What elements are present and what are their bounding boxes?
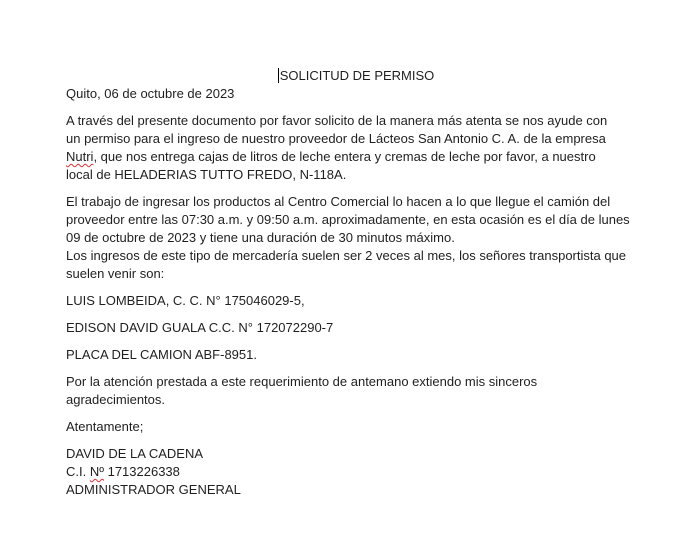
- document-title: SOLICITUD DE PERMISO: [279, 68, 435, 83]
- salutation: Atentamente;: [66, 419, 144, 434]
- signature-role: ADMINISTRADOR GENERAL: [66, 482, 241, 497]
- transporter-1: LUIS LOMBEIDA, C. C. N° 175046029-5,: [66, 293, 305, 308]
- transporter-2: EDISON DAVID GUALA C.C. N° 172072290-7: [66, 320, 334, 335]
- spelling-flagged-word[interactable]: Nutri: [66, 149, 94, 164]
- signature-id-prefix: C.I.: [66, 464, 90, 479]
- paragraph-line: El trabajo de ingresar los productos al Centro Comercial lo hacen a lo que llegue el camión del: [66, 194, 611, 209]
- paragraph-line: local de HELADERIAS TUTTO FREDO, N-118A.: [66, 167, 347, 182]
- paragraph-closing: [66, 373, 646, 409]
- signature-id: [66, 463, 646, 481]
- signature-name: DAVID DE LA CADENA: [66, 446, 204, 461]
- paragraph-line: Por la atención prestada a este requerimiento de antemano extiendo mis sinceros: [66, 374, 538, 389]
- title-line: [66, 67, 646, 85]
- date-line: Quito, 06 de octubre de 2023: [66, 86, 235, 101]
- truck-plate: PLACA DEL CAMION ABF-8951.: [66, 347, 257, 362]
- paragraph-line: un permiso para el ingreso de nuestro proveedor de Lácteos San Antonio C. A. de la empresa: [66, 131, 606, 146]
- paragraph-line-rest: , que nos entrega cajas de litros de leche entera y cremas de leche por favor, a nuestro: [93, 149, 596, 164]
- paragraph-line: agradecimientos.: [66, 392, 165, 407]
- paragraph-request: [66, 112, 646, 184]
- paragraph-schedule: [66, 193, 646, 283]
- paragraph-line: suelen venir son:: [66, 266, 165, 281]
- document-body[interactable]: [66, 67, 646, 499]
- paragraph-line: 09 de octubre de 2023 y tiene una duración de 30 minutos máximo.: [66, 230, 455, 245]
- paragraph-line: Los ingresos de este tipo de mercadería suelen ser 2 veces al mes, los señores transportista que: [66, 248, 627, 263]
- signature-id-number: 1713226338: [103, 464, 180, 479]
- paragraph-line: A través del presente documento por favor solicito de la manera más atenta se nos ayude con: [66, 113, 608, 128]
- signature-block: [66, 445, 646, 499]
- spelling-flagged-word[interactable]: Nº: [89, 464, 104, 479]
- paragraph-line: [66, 148, 646, 166]
- text-cursor: [278, 68, 279, 83]
- paragraph-line: proveedor entre las 07:30 a.m. y 09:50 a.m. aproximadamente, en esta ocasión es el día de lunes: [66, 212, 630, 227]
